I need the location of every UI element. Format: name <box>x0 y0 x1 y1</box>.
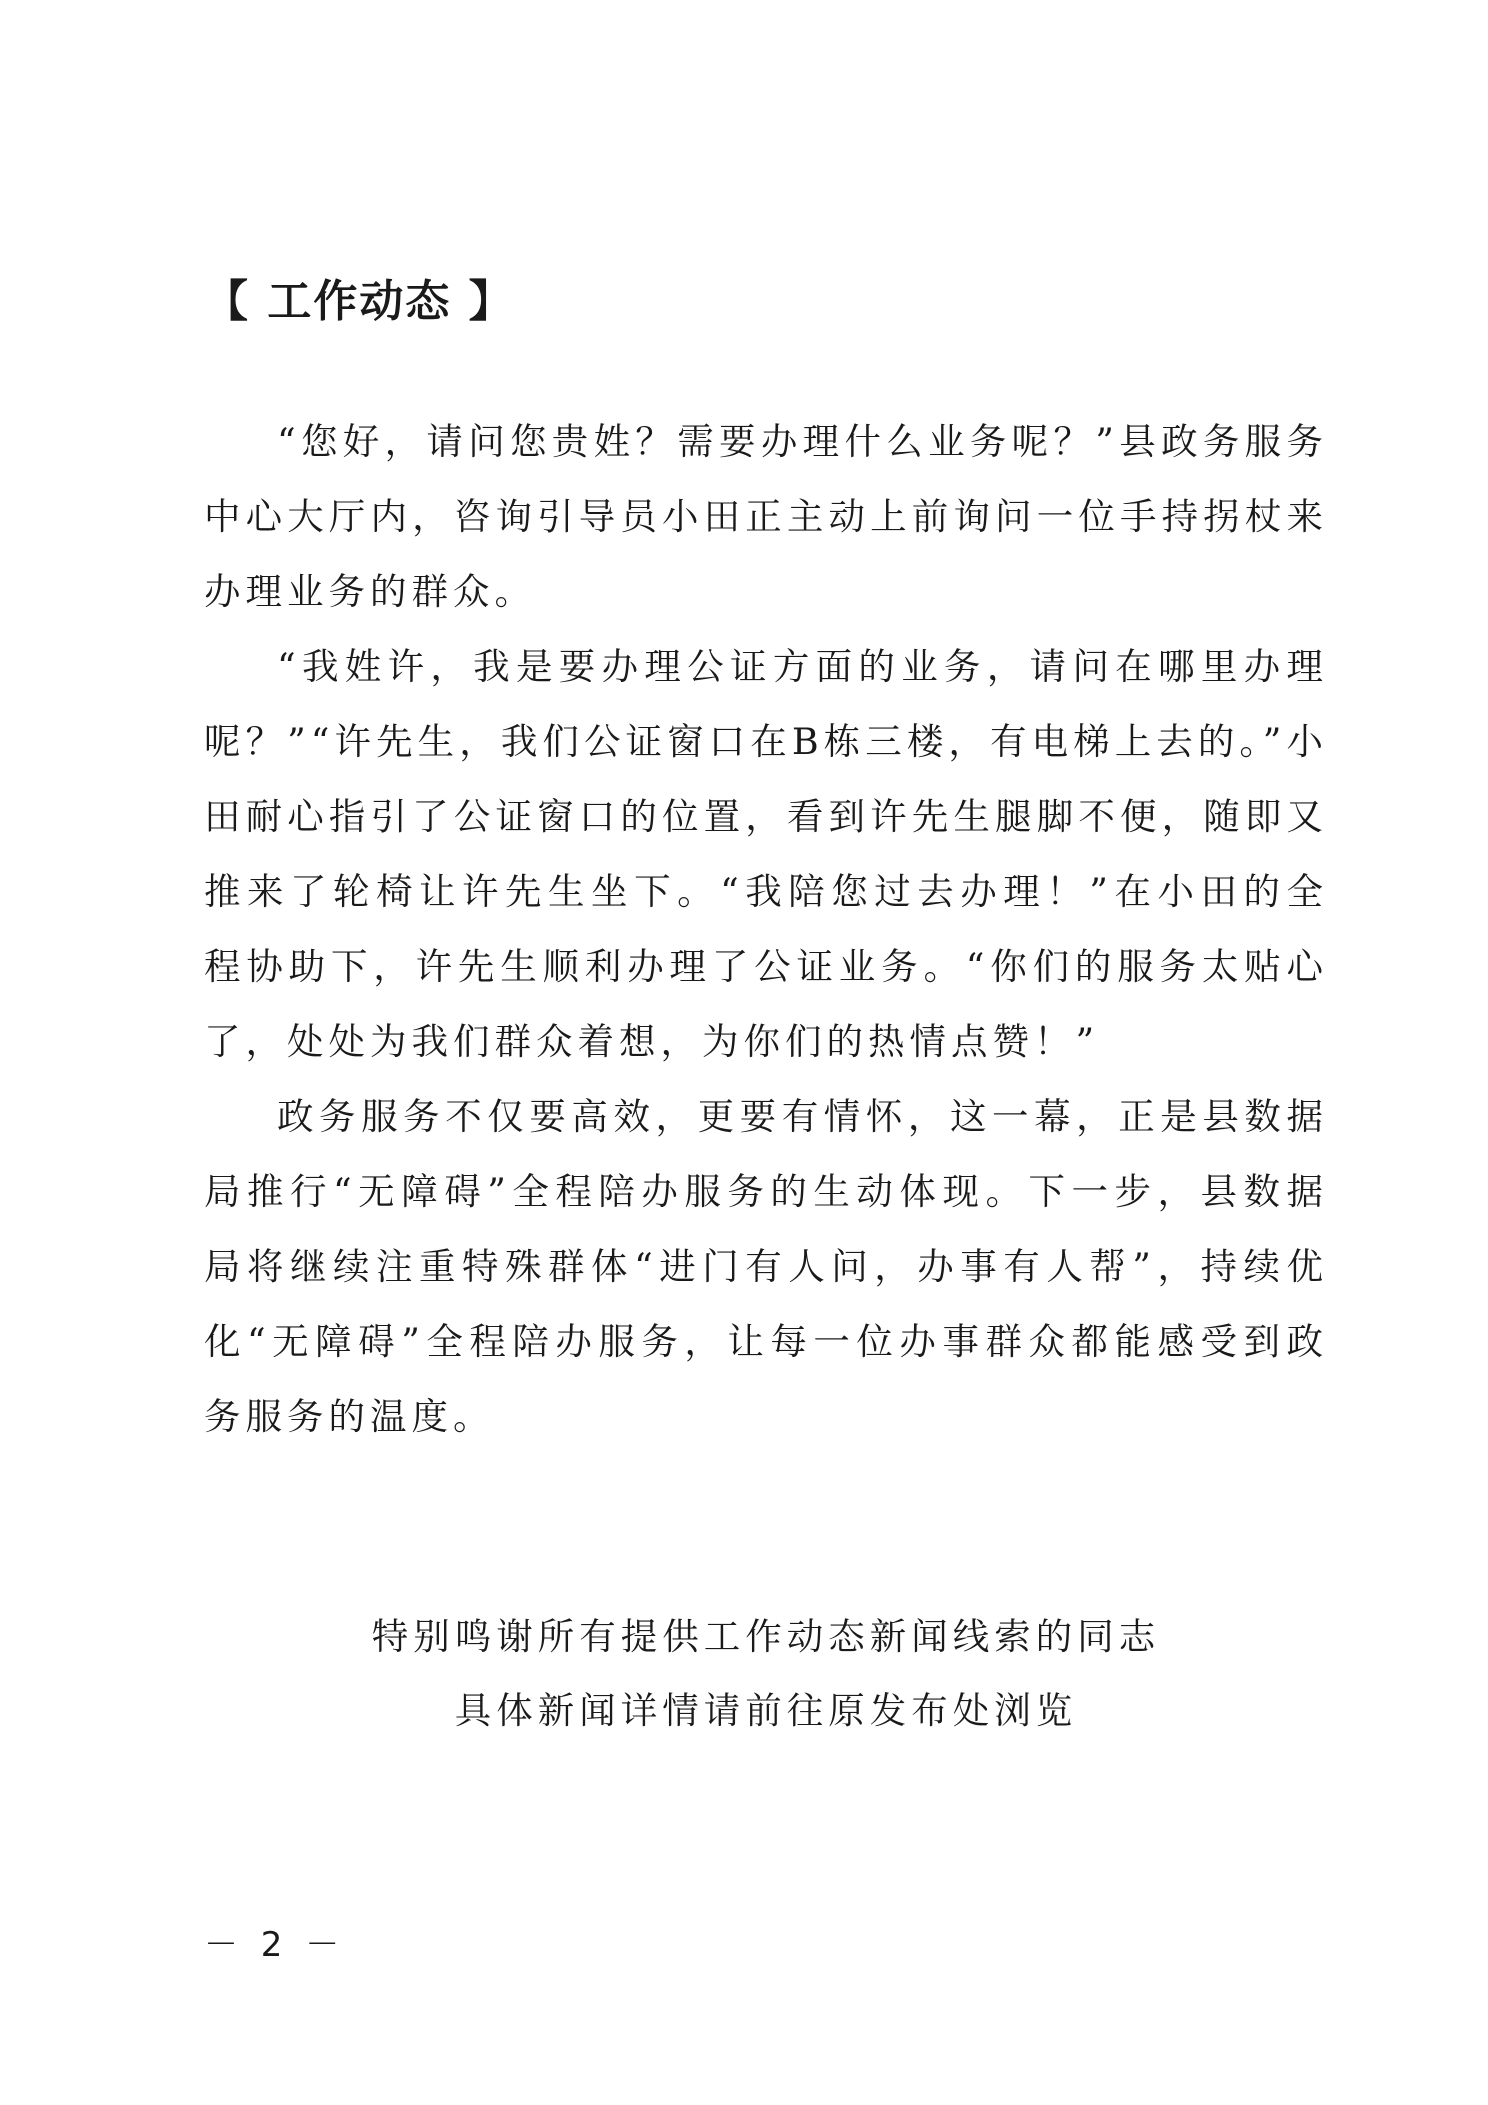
article-paragraph-1: “您好，请问您贵姓？需要办理什么业务呢？”县政务服务中心大厅内，咨询引导员小田正主动上前询问一位手持拐杖来办理业务的群众。 <box>204 420 1328 613</box>
acknowledgement-line-2: 具体新闻详情请前往原发布处浏览 <box>454 1689 1078 1732</box>
page-number: － 2 － <box>204 1925 346 1965</box>
article-body <box>204 404 1328 1454</box>
acknowledgement-block <box>204 1600 1328 1748</box>
acknowledgement-line-1: 特别鸣谢所有提供工作动态新闻线索的同志 <box>371 1615 1161 1658</box>
section-title: 【 工作动态 】 <box>204 276 515 327</box>
article-paragraph-2: “我姓许，我是要办理公证方面的业务，请问在哪里办理呢？”“许先生，我们公证窗口在B栋三楼，有电梯上去的。”小田耐心指引了公证窗口的位置，看到许先生腿脚不便，随即又推来了轮椅让许先生坐下。“我陪您过去办理！”在小田的全程协助下，许先生顺利办理了公证业务。“你们的服务太贴心了，处处为我们群众着想，为你们的热情点赞！” <box>204 645 1328 1063</box>
article-paragraph-3: 政务服务不仅要高效，更要有情怀，这一幕，正是县数据局推行“无障碍”全程陪办服务的生动体现。下一步，县数据局将继续注重特殊群体“进门有人问，办事有人帮”，持续优化“无障碍”全程陪办服务，让每一位办事群众都能感受到政务服务的温度。 <box>204 1095 1328 1438</box>
